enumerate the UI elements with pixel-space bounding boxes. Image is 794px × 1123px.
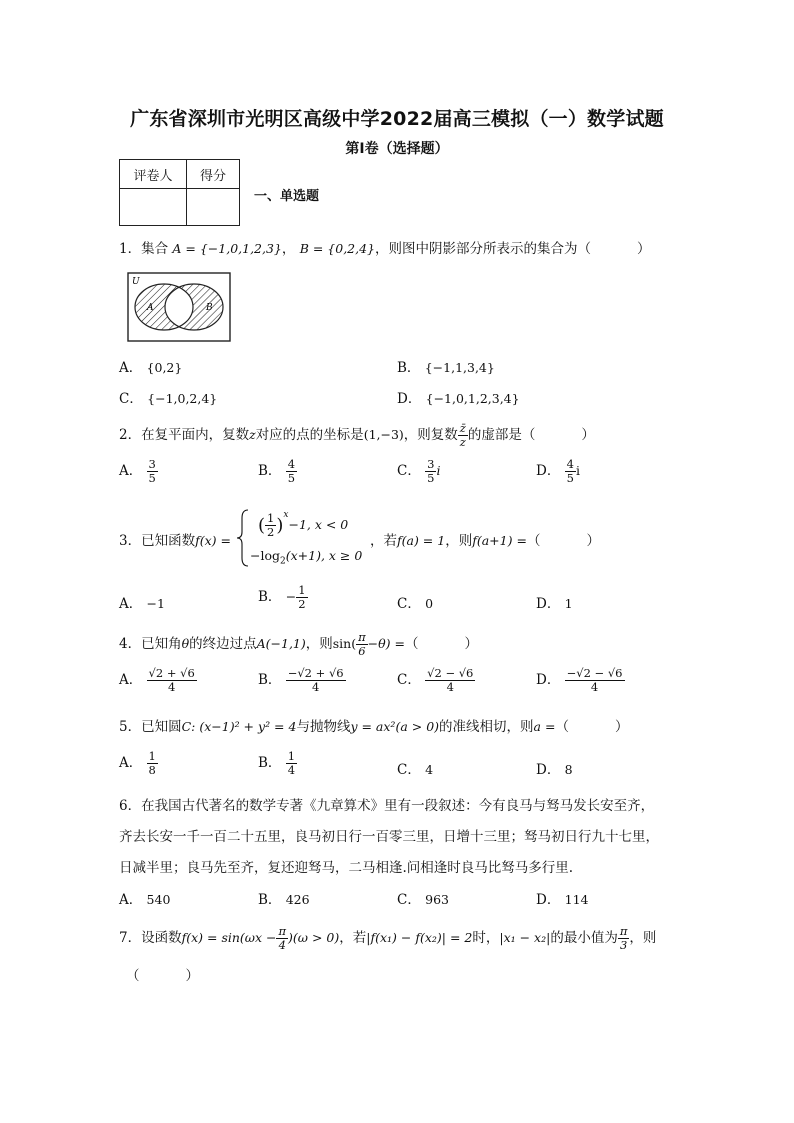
grader-table: [119, 159, 240, 226]
q5-circle: C: (x−1)² + y² = 4: [181, 719, 297, 734]
question-7-answer-blank: （ ）: [126, 968, 199, 984]
venn-label-u: U: [132, 277, 140, 287]
q4-theta: θ: [181, 636, 190, 652]
question-1: [119, 237, 651, 257]
question-5: 5．已知圆C: (x−1)² + y² = 4与抛物线y = ax²(a > 0)的准线相切，则a =（ ）: [119, 719, 629, 735]
q1-set-a: A = {−1,0,1,2,3}: [172, 241, 282, 256]
q3-option-d[interactable]: D． 1: [536, 596, 573, 612]
q1-text: 集合: [141, 241, 169, 257]
question-6-line-1: 6．在我国古代著名的数学专著《九章算术》里有一段叙述：今有良马与驽马发长安至齐，: [119, 798, 655, 814]
q5-parabola: y = ax²(a > 0): [350, 719, 440, 734]
q4-option-a[interactable]: A． $\frac{√2 + √6}{4}$: [119, 666, 195, 695]
q2-var-z: z: [249, 427, 256, 443]
q1-option-d[interactable]: D． {−1,0,1,2,3,4}: [397, 391, 520, 407]
q1-text-3: ，则图中阴影部分所表示的集合为（: [375, 241, 592, 257]
page-subtitle: 第I卷（选择题）: [345, 141, 449, 157]
q4-option-c[interactable]: C． $\frac{√2 - √6}{4}$: [397, 666, 474, 695]
q4-option-d[interactable]: D． $\frac{-√2 - √6}{4}$: [536, 666, 623, 695]
question-6-line-2: 齐去长安一千一百二十五里，良马初日行一百零三里，日增十三里；驽马初日行九十七里，: [119, 829, 659, 845]
question-3-stem: 3．已知函数f(x) =: [119, 533, 231, 549]
question-4: 4．已知角θ的终边过点A(−1,1)，则sin( $\frac{\pi}{6}$ −θ) =（ ）: [119, 630, 478, 659]
q6-option-c[interactable]: C． 963: [397, 892, 449, 908]
q1-number: 1．: [119, 241, 142, 257]
q5-option-a[interactable]: A． $\frac{1}{8}$: [119, 749, 156, 778]
q2-option-b[interactable]: B． $\frac{4}{5}$: [258, 457, 296, 486]
q2-option-c[interactable]: C． $\frac{3}{5}$ i: [397, 457, 441, 486]
q7-abs-x: |x₁ − x₂|: [499, 930, 551, 946]
q3-option-c[interactable]: C． 0: [397, 596, 434, 612]
page-title: 广东省深圳市光明区高级中学2022届高三模拟（一）数学试题: [130, 108, 664, 130]
question-7: 7．设函数f(x) = sin(ωx − $\frac{\pi}{4}$ )(ω > 0)，若|f(x₁) − f(x₂)| = 2时，|x₁ − x₂|的最小值为 $\frac{\pi}{3}$ ，则: [119, 924, 657, 953]
venn-label-a: A: [147, 303, 154, 313]
q6-option-d[interactable]: D． 114: [536, 892, 589, 908]
q1-option-b[interactable]: B． {−1,1,3,4}: [397, 360, 495, 376]
grader-header: 评卷人: [120, 160, 187, 189]
score-header: 得分: [187, 160, 240, 189]
q4-option-b[interactable]: B． $\frac{-√2 + √6}{4}$: [258, 666, 344, 695]
q1-option-c[interactable]: C． {−1,0,2,4}: [119, 391, 218, 407]
q5-option-b[interactable]: B． $\frac{1}{4}$: [258, 749, 296, 778]
section-heading: 一、单选题: [254, 189, 320, 204]
q3-option-a[interactable]: A． −1: [119, 596, 165, 612]
q3-case-2: $-\log_2(x+1)$, x ≥ 0: [250, 548, 363, 567]
q3-brace: [236, 508, 250, 568]
question-6-line-3: 日减半里；良马先至齐，复还迎驽马，二马相逢.问相逢时良马比驽马多行里.: [119, 860, 574, 876]
q3-fa: f(a) = 1: [397, 533, 446, 548]
q3-func-name: f(x) =: [195, 533, 231, 548]
q5-option-d[interactable]: D． 8: [536, 762, 573, 778]
q6-option-a[interactable]: A． 540: [119, 892, 171, 908]
q7-function: f(x) = sin(ωx −: [181, 930, 277, 946]
venn-diagram: [127, 272, 231, 342]
venn-label-b: B: [206, 303, 213, 313]
q3-fa1: f(a+1) =: [472, 533, 527, 548]
question-3-condition: ，若f(a) = 1，则f(a+1) =（ ）: [370, 533, 600, 549]
q2-point: (1,−3): [363, 427, 404, 443]
q2-fraction: $\frac{z̄}{z}$: [459, 421, 466, 450]
q1-set-b: B = {0,2,4}: [299, 241, 376, 256]
q1-text-2: ，: [281, 241, 296, 257]
score-cell: [187, 189, 240, 226]
q6-option-b[interactable]: B． 426: [258, 892, 310, 908]
q2-option-d[interactable]: D． $\frac{4}{5}$ i: [536, 457, 580, 486]
q3-option-b[interactable]: B． − $\frac{1}{2}$: [258, 583, 306, 612]
grader-cell: [120, 189, 187, 226]
q3-case-1: ( $\frac{1}{2}$ )$^x$−1, x < 0: [258, 510, 349, 539]
q1-option-a[interactable]: A． {0,2}: [119, 360, 183, 376]
q4-point: A(−1,1): [256, 636, 306, 652]
question-2: 2．在复平面内，复数z对应的点的坐标是(1,−3)，则复数 $\frac{z̄}{z}$ 的虚部是（ ）: [119, 421, 595, 450]
q7-abs-f: |f(x₁) − f(x₂)| = 2: [366, 930, 473, 946]
q1-paren-close: ）: [637, 241, 651, 257]
q5-option-c[interactable]: C． 4: [397, 762, 434, 778]
q2-option-a[interactable]: A． $\frac{3}{5}$: [119, 457, 156, 486]
